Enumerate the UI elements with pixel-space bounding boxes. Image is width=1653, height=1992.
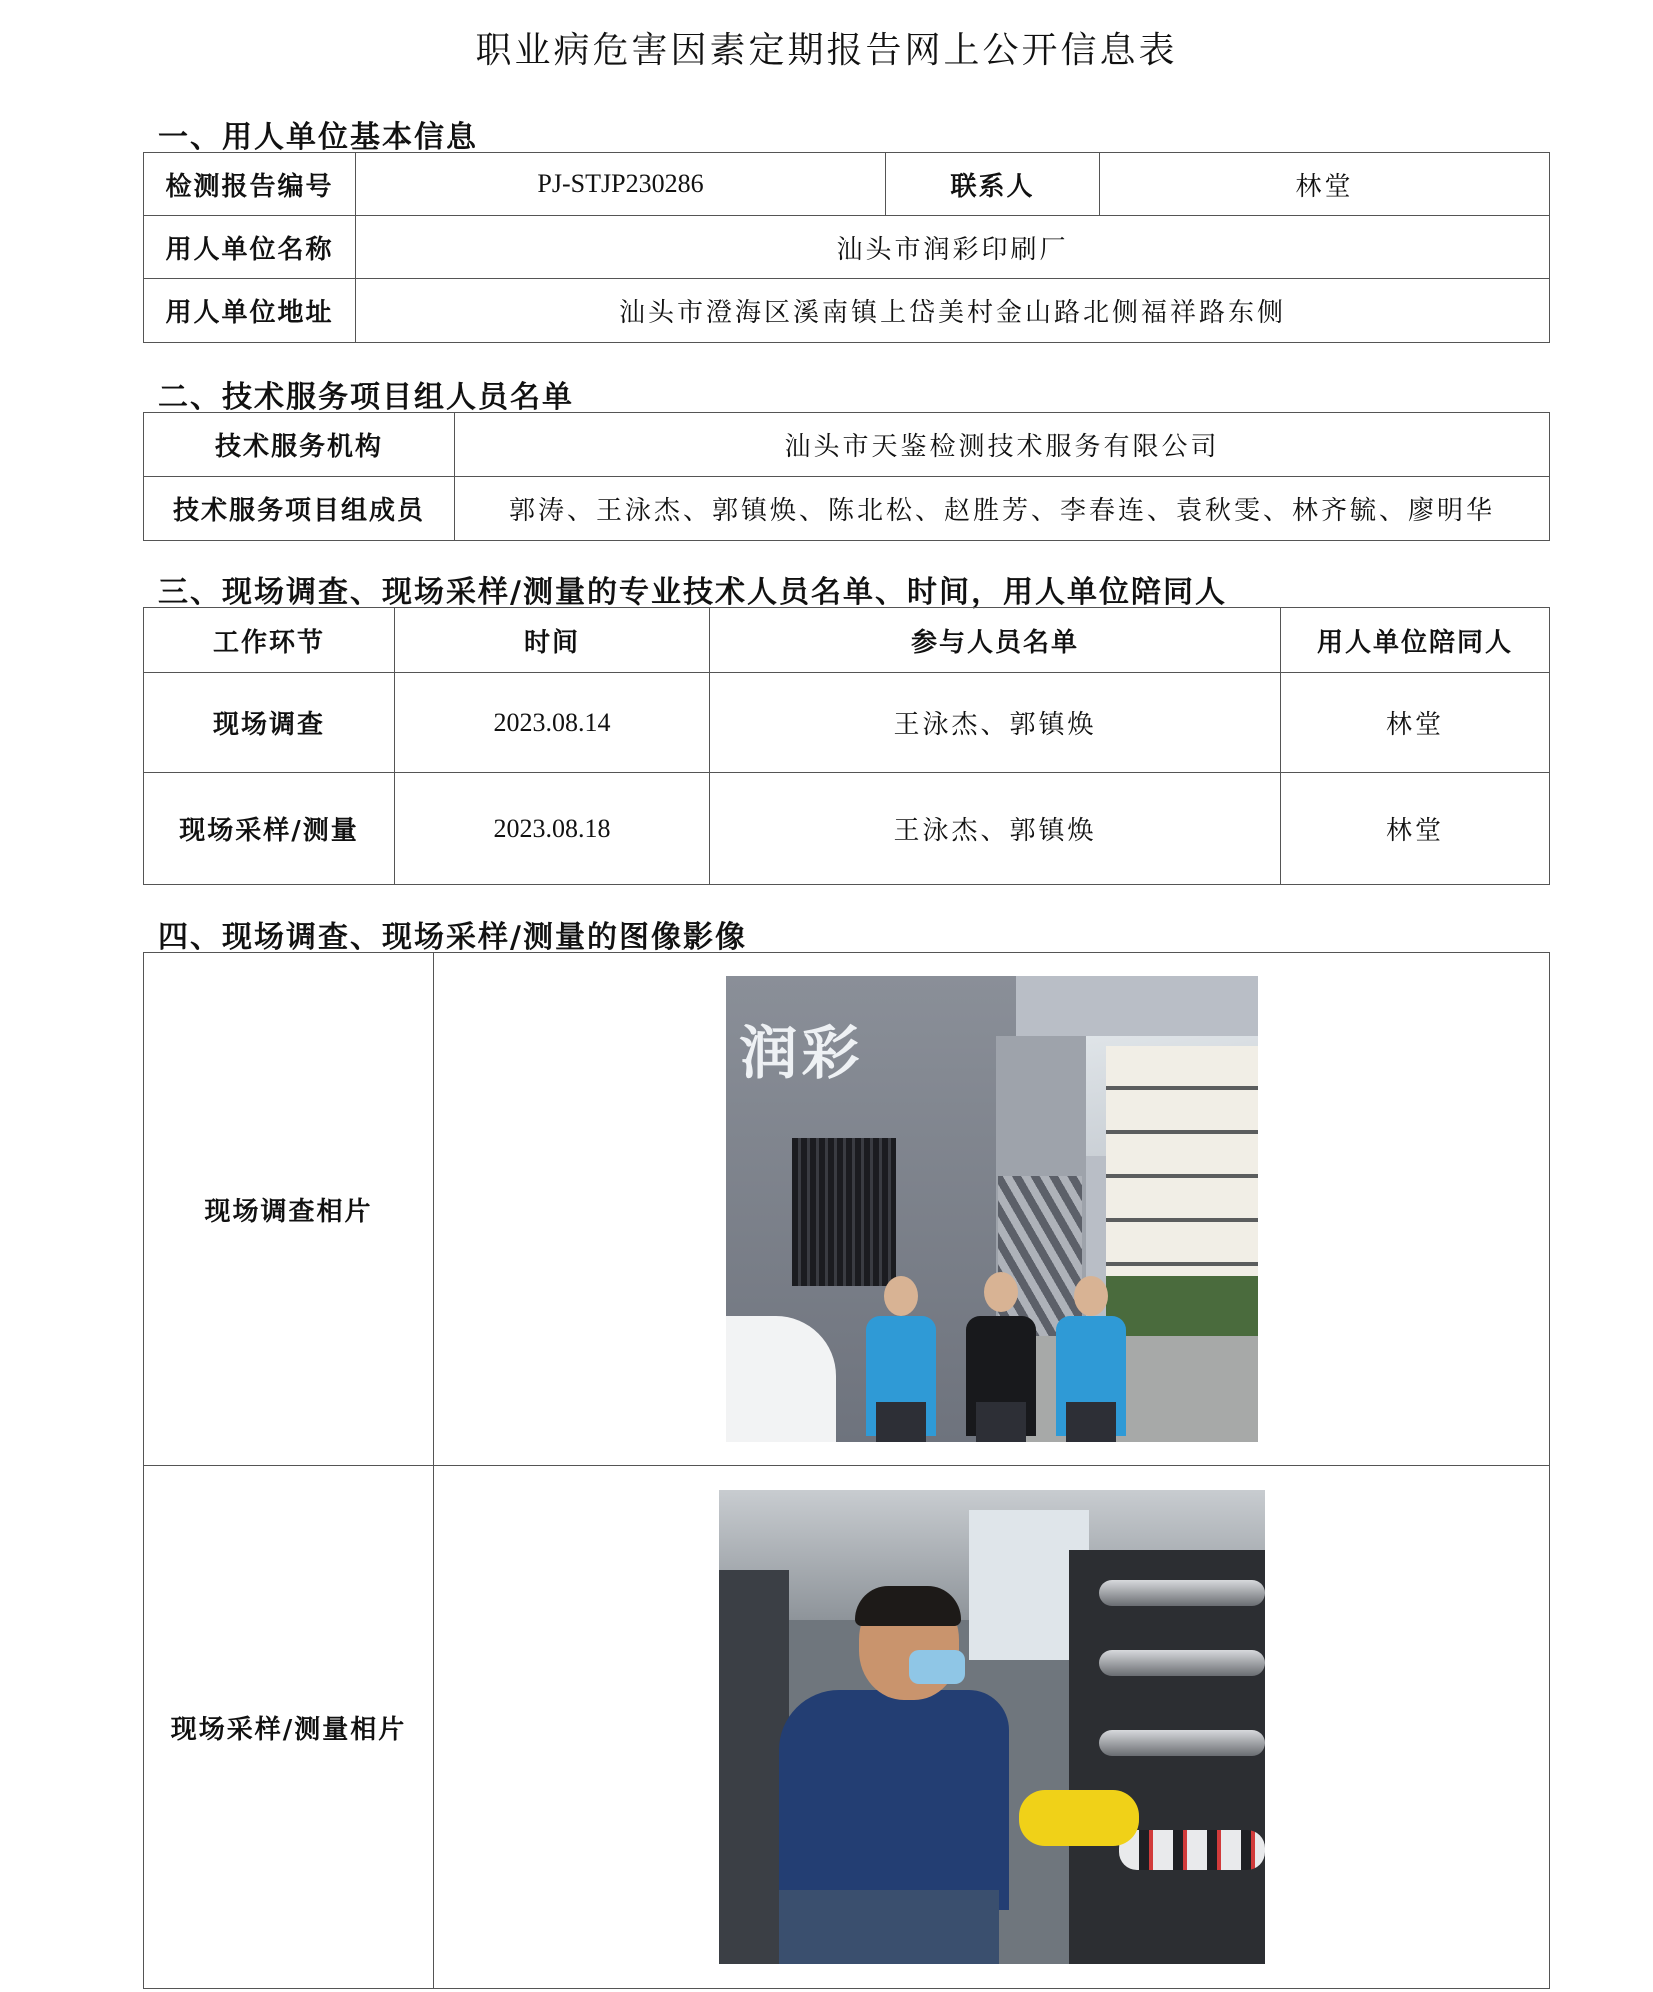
document-title: 职业病危害因素定期报告网上公开信息表 [475, 30, 1178, 71]
contact-label: 联系人 [886, 153, 1100, 216]
survey-photo-cell [434, 953, 1550, 1466]
employer-address-row [144, 279, 1550, 343]
escort-cell: 林堂 [1281, 773, 1550, 885]
contact-value: 林堂 [1100, 153, 1550, 216]
basic-info-table [143, 152, 1550, 343]
survey-photo-row [144, 953, 1550, 1466]
stage-cell: 现场调查 [144, 673, 395, 773]
table-row [144, 773, 1550, 885]
employer-address-label: 用人单位地址 [144, 279, 356, 343]
header-date: 时间 [395, 608, 710, 673]
staff-cell: 王泳杰、郭镇焕 [710, 673, 1281, 773]
header-stage: 工作环节 [144, 608, 395, 673]
company-sign: 润彩 [739, 1019, 864, 1087]
table-row [144, 673, 1550, 773]
service-org-value: 汕头市天鉴检测技术服务有限公司 [455, 413, 1550, 477]
photo-table [143, 952, 1550, 1989]
date-cell: 2023.08.14 [395, 673, 710, 773]
employer-name-label: 用人单位名称 [144, 216, 356, 279]
section-4-heading: 四、现场调查、现场采样/测量的图像影像 [158, 920, 747, 955]
header-escort: 用人单位陪同人 [1281, 608, 1550, 673]
stage-cell: 现场采样/测量 [144, 773, 395, 885]
employer-name-value: 汕头市润彩印刷厂 [356, 216, 1550, 279]
sampling-photo-label: 现场采样/测量相片 [144, 1466, 434, 1989]
service-org-row [144, 413, 1550, 477]
service-team-table [143, 412, 1550, 541]
team-members-value: 郭涛、王泳杰、郭镇焕、陈北松、赵胜芳、李春连、袁秋雯、林齐毓、廖明华 [455, 477, 1550, 541]
sampling-photo-cell [434, 1466, 1550, 1989]
employer-address-value: 汕头市澄海区溪南镇上岱美村金山路北侧福祥路东侧 [356, 279, 1550, 343]
staff-cell: 王泳杰、郭镇焕 [710, 773, 1281, 885]
section-3-heading: 三、现场调查、现场采样/测量的专业技术人员名单、时间，用人单位陪同人 [158, 575, 1227, 610]
section-1-heading: 一、用人单位基本信息 [158, 120, 478, 155]
service-org-label: 技术服务机构 [144, 413, 455, 477]
date-cell: 2023.08.18 [395, 773, 710, 885]
report-no-value: PJ-STJP230286 [356, 153, 886, 216]
escort-cell: 林堂 [1281, 673, 1550, 773]
team-members-row [144, 477, 1550, 541]
sampling-photo-row [144, 1466, 1550, 1989]
report-no-row [144, 153, 1550, 216]
table-header-row [144, 608, 1550, 673]
report-no-label: 检测报告编号 [144, 153, 356, 216]
section-2-heading: 二、技术服务项目组人员名单 [158, 380, 574, 415]
employer-name-row [144, 216, 1550, 279]
team-members-label: 技术服务项目组成员 [144, 477, 455, 541]
field-staff-table [143, 607, 1550, 885]
survey-photo [726, 976, 1258, 1442]
header-staff: 参与人员名单 [710, 608, 1281, 673]
survey-photo-label: 现场调查相片 [144, 953, 434, 1466]
sampling-photo [719, 1490, 1265, 1964]
